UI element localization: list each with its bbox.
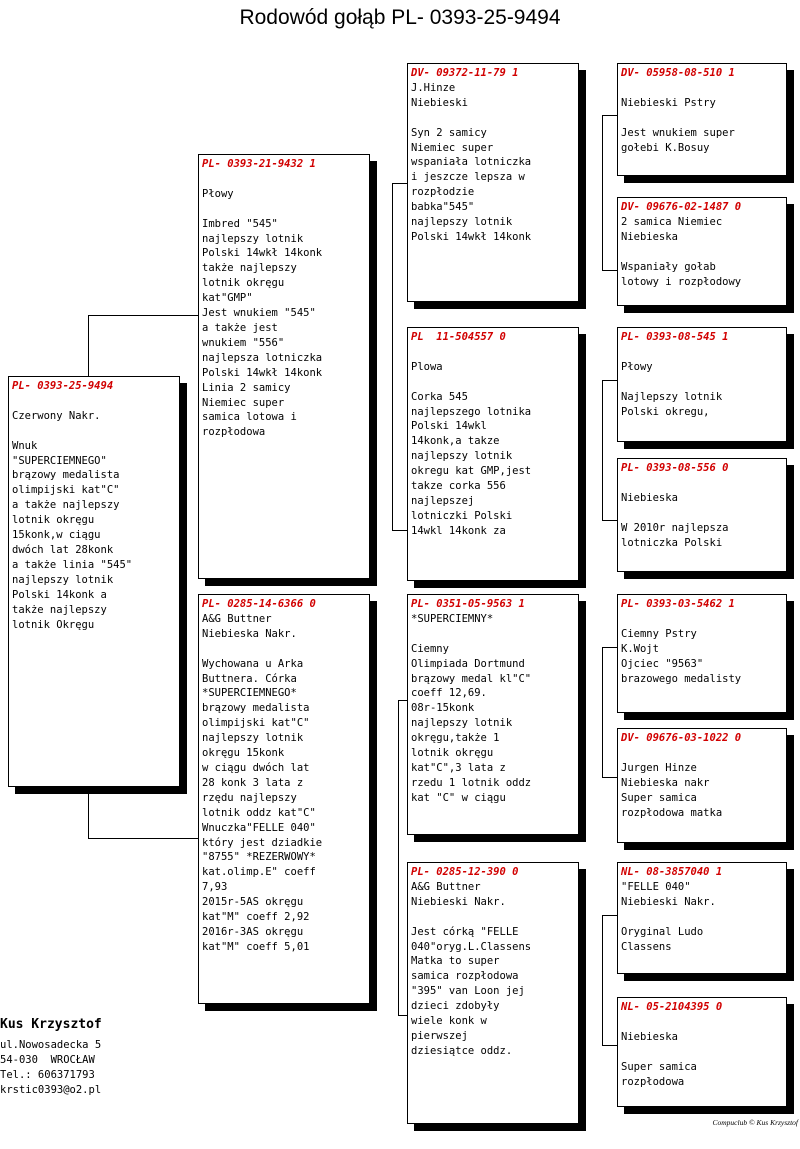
owner-phone: Tel.: 606371793 xyxy=(0,1069,95,1081)
ring-number: PL- 0285-12-390 0 xyxy=(411,866,519,878)
connector-line xyxy=(392,183,393,530)
connector-line xyxy=(88,315,199,316)
card-description: 2 samica Niemiec Niebieska Wspaniały gołab lotowy i rozpłodowy xyxy=(621,215,742,288)
ring-number: PL- 0393-25-9494 xyxy=(12,380,114,392)
owner-email: krstic0393@o2.pl xyxy=(0,1084,102,1096)
ring-number: PL- 0393-21-9432 1 xyxy=(202,158,316,170)
card-description: Niebieska W 2010r najlepsza lotniczka Polski xyxy=(621,491,729,549)
pedigree-card-mmm xyxy=(617,997,787,1107)
ring-number: PL- 0393-03-5462 1 xyxy=(621,598,735,610)
pedigree-card-fff xyxy=(617,63,787,176)
pedigree-card-mff xyxy=(617,594,787,713)
card-description: A&G Buttner Niebieska Nakr. Wychowana u Arka Buttnera. Córka *SUPERCIEMNEGO* brązowy medalista olimpijski kat"C" najlepszy lotnik okręgu 15konk w ciągu dwóch lat 28 konk 3 lata z rzędu najlepszy lotnik oddz kat"C" Wnuczka"FELLE 040" który jest dziadkie "8755" *REZERWOWY* kat.olimp.E" coeff 7,93 2015r-5AS okręgu kat"M" coeff 2,92 2016r-3AS okręgu kat"M" coeff 5,01 xyxy=(202,612,323,953)
ring-number: PL 11-504557 0 xyxy=(411,331,506,343)
owner-info xyxy=(0,1016,102,1098)
connector-line xyxy=(88,838,199,839)
ring-number: DV- 09676-02-1487 0 xyxy=(621,201,742,213)
connector-line xyxy=(602,270,618,271)
card-description: Płowy Najlepszy lotnik Polski okregu, xyxy=(621,360,723,418)
connector-line xyxy=(602,647,618,648)
ring-number: PL- 0393-08-556 0 xyxy=(621,462,729,474)
card-description: Plowa Corka 545 najlepszego lotnika Polski 14wkl 14konk,a takze najlepszy lotnik okregu kat GMP,jest takze corka 556 najlepszej lotniczki Polski 14wkl 14konk za xyxy=(411,360,532,537)
card-description: Jurgen Hinze Niebieska nakr Super samica rozpłodowa matka xyxy=(621,761,723,819)
ring-number: PL- 0393-08-545 1 xyxy=(621,331,729,343)
ring-number: DV- 05958-08-510 1 xyxy=(621,67,735,79)
connector-line xyxy=(602,915,618,916)
ring-number: DV- 09372-11-79 1 xyxy=(411,67,519,79)
card-description: A&G Buttner Niebieski Nakr. Jest córką "FELLE 040"oryg.L.Classens Matka to super samica rozpłodowa "395" van Loon jej dzieci zdobyły wiele konk w pierwszej dziesiątce oddz. xyxy=(411,880,532,1057)
ring-number: PL- 0351-05-9563 1 xyxy=(411,598,525,610)
connector-line xyxy=(602,115,618,116)
pedigree-card-ffm xyxy=(617,197,787,306)
card-description: *SUPERCIEMNY* Ciemny Olimpiada Dortmund brązowy medal kl"C" coeff 12,69. 08r-15konk najlepszy lotnik okręgu,także 1 lotnik okręgu kat"C",3 lata z rzedu 1 lotnik oddz kat "C" w ciągu xyxy=(411,612,532,804)
connector-line xyxy=(602,115,603,270)
pedigree-card-ff xyxy=(407,63,579,302)
connector-line xyxy=(392,530,408,531)
card-description: Czerwony Nakr. Wnuk "SUPERCIEMNEGO" brązowy medalista olimpijski kat"C" a także najlepszy lotnik okręgu 15konk,w ciągu dwóch lat 28konk a także linia "545" najlepszy lotnik Polski 14konk a także najlepszy lotnik Okręgu xyxy=(12,409,133,631)
pedigree-card-fmf xyxy=(617,327,787,442)
owner-name: Kus Krzysztof xyxy=(0,1017,102,1032)
connector-line xyxy=(602,380,603,520)
pedigree-card-mm xyxy=(407,862,579,1124)
card-description: Płowy Imbred "545" najlepszy lotnik Polski 14wkł 14konk także najlepszy lotnik okręgu kat"GMP" Jest wnukiem "545" a także jest wnukiem "556" najlepsza lotniczka Polski 14wkł 14konk Linia 2 samicy Niemiec super samica lotowa i rozpłodowa xyxy=(202,187,323,439)
ring-number: DV- 09676-03-1022 0 xyxy=(621,732,742,744)
page-title: Rodowód gołąb PL- 0393-25-9494 xyxy=(239,6,561,29)
pedigree-card-father xyxy=(198,154,370,579)
pedigree-card-subject xyxy=(8,376,180,787)
connector-line xyxy=(88,786,89,838)
software-credit: Compuclub © Kus Krzysztof xyxy=(712,1118,798,1127)
pedigree-card-fm xyxy=(407,327,579,581)
connector-line xyxy=(602,777,618,778)
pedigree-card-fmm xyxy=(617,458,787,572)
ring-number: NL- 08-3857040 1 xyxy=(621,866,723,878)
connector-line xyxy=(602,1045,618,1046)
connector-line xyxy=(398,700,399,1015)
ring-number: NL- 05-2104395 0 xyxy=(621,1001,723,1013)
connector-line xyxy=(392,183,408,184)
connector-line xyxy=(88,315,89,377)
card-description: Niebieska Super samica rozpłodowa xyxy=(621,1030,697,1088)
connector-line xyxy=(602,915,603,1045)
connector-line xyxy=(602,647,603,777)
card-description: "FELLE 040" Niebieski Nakr. Oryginal Ludo Classens xyxy=(621,880,716,953)
pedigree-card-mfm xyxy=(617,728,787,843)
owner-city: 54-030 WROCŁAW xyxy=(0,1054,95,1066)
card-description: J.Hinze Niebieski Syn 2 samicy Niemiec super wspaniała lotniczka i jeszcze lepsza w rozpłodzie babka"545" najlepszy lotnik Polski 14wkł 14konk xyxy=(411,81,532,243)
pedigree-card-mother xyxy=(198,594,370,1004)
connector-line xyxy=(602,380,618,381)
card-description: Niebieski Pstry Jest wnukiem super gołebi K.Bosuy xyxy=(621,96,735,154)
card-description: Ciemny Pstry K.Wojt Ojciec "9563" brazowego medalisty xyxy=(621,627,742,685)
connector-line xyxy=(602,520,618,521)
owner-street: ul.Nowosadecka 5 xyxy=(0,1039,102,1051)
ring-number: PL- 0285-14-6366 0 xyxy=(202,598,316,610)
pedigree-card-mf xyxy=(407,594,579,835)
pedigree-card-mmf xyxy=(617,862,787,974)
